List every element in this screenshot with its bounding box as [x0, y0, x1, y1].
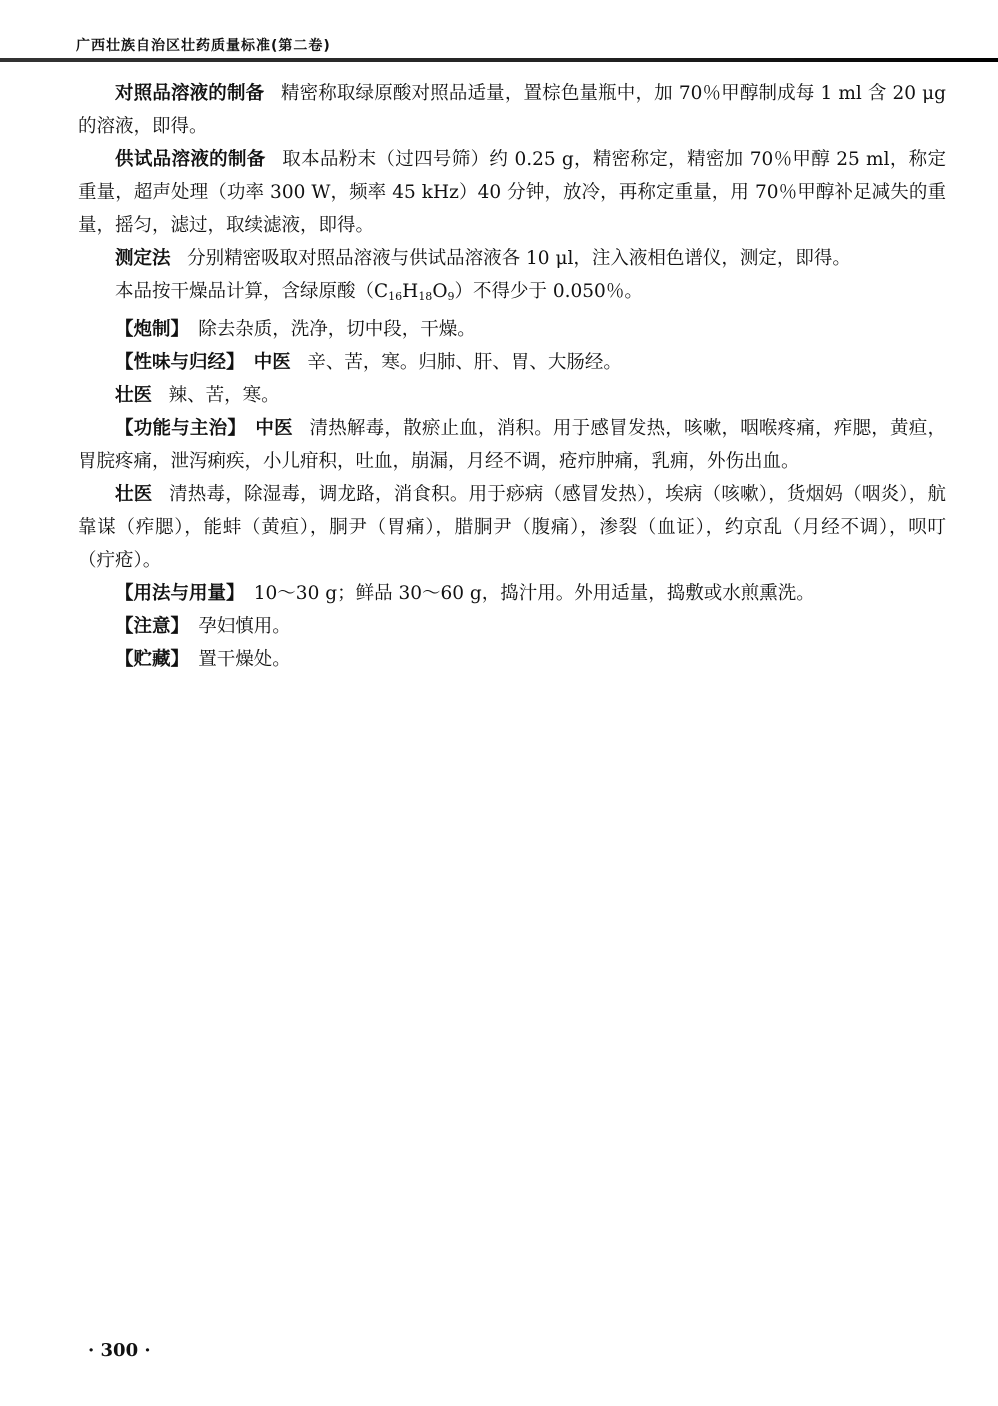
paragraph-function — [78, 412, 946, 478]
heading-assay: 测定法 — [115, 248, 171, 269]
heading-function: 【功能与主治】 — [115, 418, 247, 439]
heading-test-solution: 供试品溶液的制备 — [115, 149, 266, 170]
text-caution: 孕妇慎用。 — [198, 616, 291, 637]
page-header — [0, 0, 998, 66]
paragraph-assay — [78, 242, 946, 275]
header-rule — [0, 58, 998, 62]
paragraph-nature-zhuang — [78, 379, 946, 412]
paragraph-processing — [78, 313, 946, 346]
formula-sub-c: 16 — [388, 290, 403, 303]
text-test-solution: 取本品粉末（过四号筛）约 0.25 g，精密称定，精密加 70％甲醇 25 ml，称定重量，超声处理（功率 300 W，频率 45 kHz）40 分钟，放冷，再称定重量，用 70％甲醇补足减失的重量，摇匀，滤过，取续滤液，即得。 — [78, 149, 946, 236]
heading-processing: 【炮制】 — [115, 319, 190, 340]
text-processing: 除去杂质，洗净，切中段，干燥。 — [198, 319, 476, 340]
heading-storage: 【贮藏】 — [115, 649, 190, 670]
content-limit-text-before: 本品按干燥品计算，含绿原酸（C — [115, 281, 389, 302]
paragraph-usage — [78, 577, 946, 610]
page-body — [78, 77, 946, 676]
paragraph-reference-solution — [78, 77, 946, 143]
paragraph-test-solution — [78, 143, 946, 242]
text-assay: 分别精密吸取对照品溶液与供试品溶液各 10 μl，注入液相色谱仪，测定，即得。 — [187, 248, 851, 269]
paragraph-content-limit — [78, 275, 946, 313]
heading-usage: 【用法与用量】 — [115, 583, 245, 604]
paragraph-nature — [78, 346, 946, 379]
text-nature-zhuang: 辣、苦，寒。 — [168, 385, 280, 406]
heading-caution: 【注意】 — [115, 616, 190, 637]
text-storage: 置干燥处。 — [198, 649, 291, 670]
formula-sub-h: 18 — [418, 290, 433, 303]
heading-nature: 【性味与归经】 — [115, 352, 245, 373]
paragraph-function-zhuang — [78, 478, 946, 577]
label-tcm-nature: 中医 — [253, 352, 291, 373]
text-function: 清热解毒，散瘀止血，消积。用于感冒发热，咳嗽，咽喉疼痛，痄腮，黄疸，胃脘疼痛，泄泻痢疾，小儿疳积，吐血，崩漏，月经不调，疮疖肿痛，乳痈，外伤出血。 — [78, 418, 946, 472]
formula-o: O — [432, 281, 448, 302]
running-title: 广西壮族自治区壮药质量标准(第二卷) — [76, 38, 331, 54]
content-limit-text-after: ）不得少于 0.050％。 — [454, 281, 643, 302]
formula-h: H — [402, 281, 419, 302]
paragraph-storage — [78, 643, 946, 676]
label-zhuang-nature: 壮医 — [115, 385, 153, 406]
heading-reference-solution: 对照品溶液的制备 — [115, 83, 265, 104]
text-function-zhuang: 清热毒，除湿毒，调龙路，消食积。用于痧病（感冒发热），埃病（咳嗽），货烟妈（咽炎），航靠谋（痄腮），能蚌（黄疸），胴尹（胃痛），腊胴尹（腹痛），渗裂（血证），约京乱（月经不调），呗叮（疔疮）。 — [78, 484, 946, 571]
text-reference-solution: 精密称取绿原酸对照品适量，置棕色量瓶中，加 70％甲醇制成每 1 ml 含 20 μg 的溶液，即得。 — [78, 83, 946, 137]
page-number: · 300 · — [88, 1340, 151, 1361]
paragraph-caution — [78, 610, 946, 643]
text-usage: 10～30 g；鲜品 30～60 g，捣汁用。外用适量，捣敷或水煎熏洗。 — [253, 583, 815, 604]
label-tcm-function: 中医 — [255, 418, 293, 439]
text-nature: 辛、苦，寒。归肺、肝、胃、大肠经。 — [307, 352, 622, 373]
label-zhuang-function: 壮医 — [115, 484, 153, 505]
formula-sub-o: 9 — [447, 290, 455, 303]
